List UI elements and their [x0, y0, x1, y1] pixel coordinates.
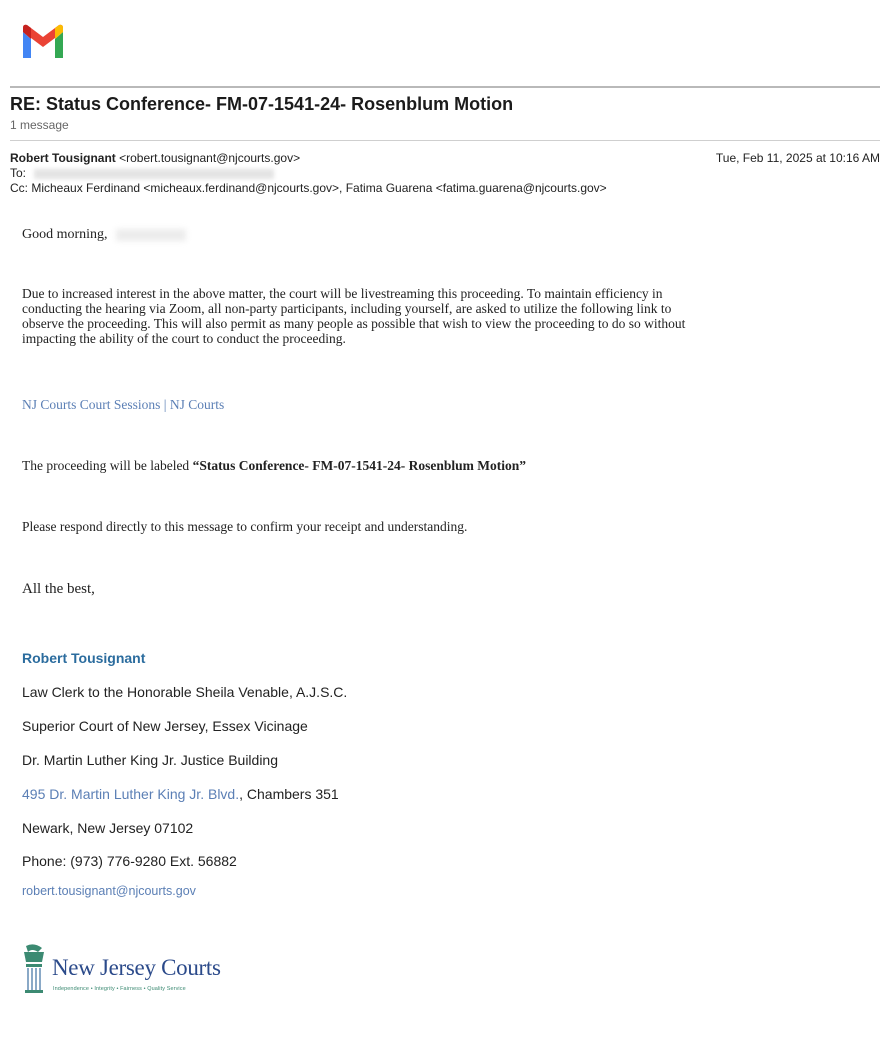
recipient-line [10, 166, 274, 180]
paragraph-line: Due to increased interest in the above matter, the court will be livestreaming this proceeding. To maintain efficiency in [22, 286, 663, 301]
paragraph-line: conducting the hearing via Zoom, all non-party participants, including yourself, are asked to utilize the following link to [22, 301, 672, 316]
signature-title: Law Clerk to the Honorable Sheila Venable, A.J.S.C. [22, 684, 348, 700]
signature-email-link[interactable]: robert.tousignant@njcourts.gov [22, 884, 196, 898]
address-link[interactable]: 495 Dr. Martin Luther King Jr. Blvd. [22, 786, 240, 802]
greeting-text: Good morning, [22, 227, 108, 242]
body-paragraph [22, 286, 872, 346]
signature-phone: Phone: (973) 776-9280 Ext. 56882 [22, 853, 237, 869]
signature-building: Dr. Martin Luther King Jr. Justice Building [22, 752, 279, 768]
message-count: 1 message [10, 118, 69, 132]
redacted-recipient [34, 169, 274, 179]
address-rest: , Chambers 351 [239, 786, 339, 802]
proceeding-title: “Status Conference- FM-07-1541-24- Rosenblum Motion” [192, 458, 527, 473]
subject-divider [10, 140, 880, 141]
signature-court: Superior Court of New Jersey, Essex Vicinage [22, 718, 308, 734]
paragraph-line: impacting the ability of the court to conduct the proceeding. [22, 331, 346, 346]
proceeding-label-line [22, 458, 526, 474]
respond-instruction: Please respond directly to this message to confirm your receipt and understanding. [22, 519, 468, 534]
nj-courts-tagline: Independence • Integrity • Fairness • Quality Service [53, 986, 186, 992]
labeled-prefix: The proceeding will be labeled [22, 458, 193, 473]
gmail-logo-icon [20, 22, 66, 62]
to-label: To: [10, 166, 27, 180]
closing: All the best, [22, 581, 95, 597]
header-divider [10, 86, 880, 88]
signature-address [22, 786, 339, 802]
email-date: Tue, Feb 11, 2025 at 10:16 AM [715, 151, 880, 165]
greeting [22, 227, 186, 243]
redacted-name [116, 229, 186, 241]
nj-courts-emblem-icon [20, 942, 50, 998]
court-sessions-link[interactable]: NJ Courts Court Sessions | NJ Courts [22, 397, 225, 412]
nj-courts-title: New Jersey Courts [52, 955, 221, 980]
paragraph-line: observe the proceeding. This will also permit as many people as possible that wish to view the proceeding to do so without [22, 316, 686, 331]
cc-line: Cc: Micheaux Ferdinand <micheaux.ferdinand@njcourts.gov>, Fatima Guarena <fatima.guarena@njcourts.gov> [10, 181, 607, 195]
sender-email: <robert.tousignant@njcourts.gov> [119, 151, 301, 165]
email-subject: RE: Status Conference- FM-07-1541-24- Rosenblum Motion [10, 94, 514, 114]
signature-city: Newark, New Jersey 07102 [22, 820, 194, 836]
sender-name: Robert Tousignant [10, 151, 116, 165]
sender-line [10, 151, 300, 165]
nj-courts-logo [20, 942, 250, 1002]
signature-name: Robert Tousignant [22, 650, 146, 666]
